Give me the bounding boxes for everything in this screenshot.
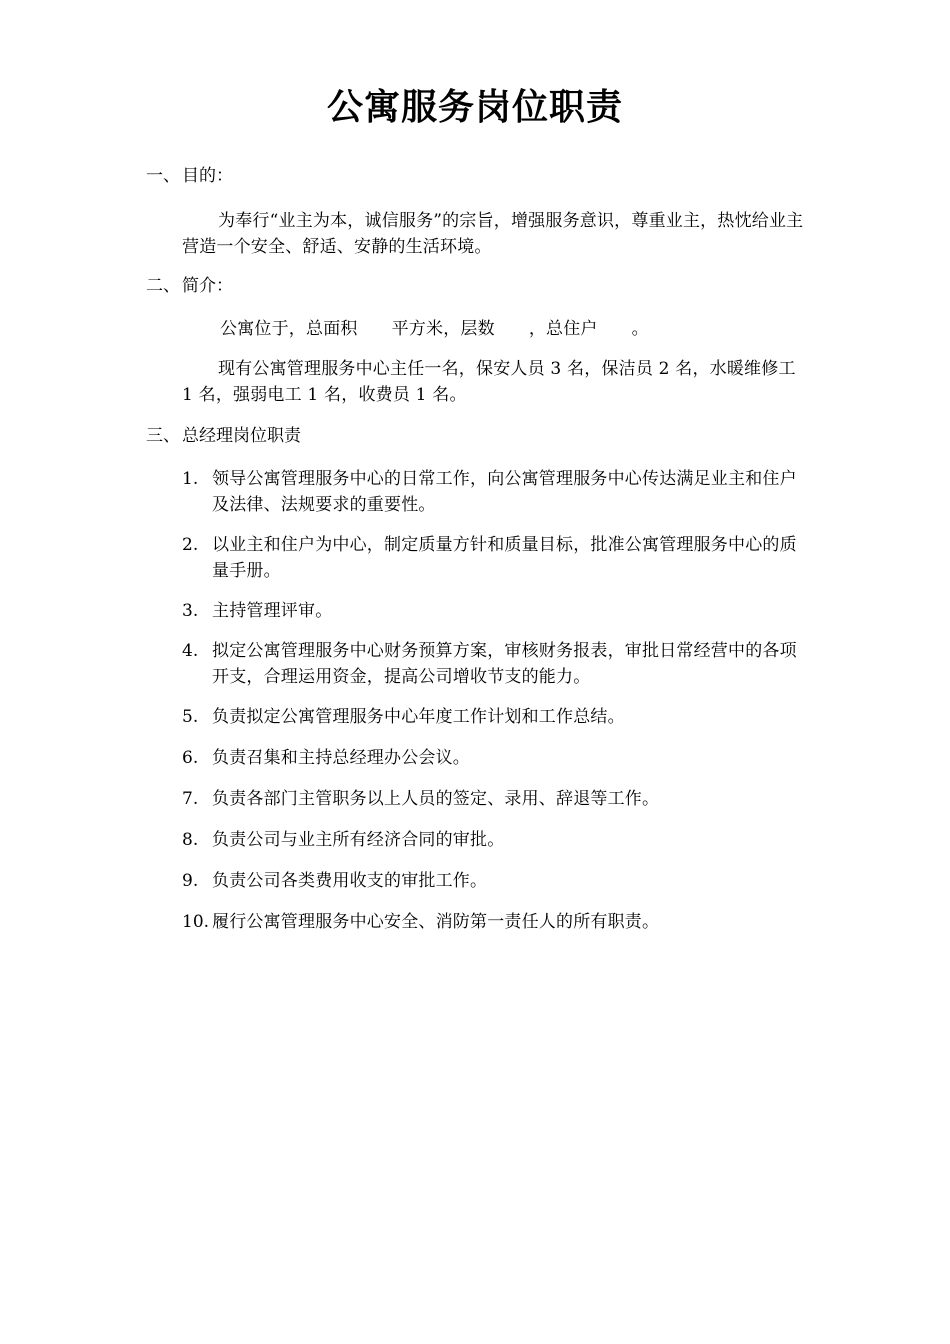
intro-part: 公寓位于，总面积 <box>220 319 358 339</box>
intro-staff-paragraph: 现有公寓管理服务中心主任一名，保安人员 3 名，保洁员 2 名，水暖维修工 1 名，强弱电工 1 名，收费员 1 名。 <box>182 359 796 405</box>
list-item <box>182 638 807 690</box>
list-item-number: 3. <box>182 601 199 621</box>
list-item-text: 负责拟定公寓管理服务中心年度工作计划和工作总结。 <box>212 707 625 727</box>
list-item-text: 负责各部门主管职务以上人员的签定、录用、辞退等工作。 <box>212 789 660 809</box>
list-item-text: 以业主和住户为中心，制定质量方针和质量目标，批准公寓管理服务中心的质量手册。 <box>212 535 797 581</box>
intro-location-paragraph <box>182 316 807 342</box>
list-item-text: 负责公司与业主所有经济合同的审批。 <box>212 830 505 850</box>
list-item-number: 9. <box>182 871 199 891</box>
list-item <box>182 786 807 812</box>
list-item-text: 负责召集和主持总经理办公会议。 <box>212 748 470 768</box>
purpose-paragraph: 为奉行“业主为本，诚信服务”的宗旨，增强服务意识，尊重业主，热忱给业主营造一个安全、舒适、安静的生活环境。 <box>182 211 804 257</box>
intro-part: ，总住户 <box>528 319 598 339</box>
section-heading-gm-duties <box>146 424 301 448</box>
section-number: 三、 <box>146 426 180 446</box>
list-item-text: 领导公寓管理服务中心的日常工作，向公寓管理服务中心传达满足业主和住户及法律、法规要求的重要性。 <box>212 469 797 515</box>
list-item-number: 10. <box>182 912 210 932</box>
document-title: 公寓服务岗位职责 <box>326 87 623 128</box>
section-heading-intro <box>146 274 233 298</box>
list-item-text: 履行公寓管理服务中心安全、消防第一责任人的所有职责。 <box>212 912 660 932</box>
list-item-number: 4. <box>182 641 199 661</box>
list-item-text: 负责公司各类费用收支的审批工作。 <box>212 871 488 891</box>
list-item-text: 主持管理评审。 <box>212 601 333 621</box>
intro-part: 。 <box>631 319 649 339</box>
list-item <box>182 745 807 771</box>
intro-part: 平方米，层数 <box>391 319 495 339</box>
list-item <box>182 868 807 894</box>
section-number: 二、 <box>146 276 180 296</box>
section-heading-text: 简介： <box>182 276 233 296</box>
list-item <box>182 909 807 935</box>
section-number: 一、 <box>146 166 180 186</box>
section-heading-text: 目的： <box>182 166 233 186</box>
list-item-number: 1. <box>182 469 199 489</box>
list-item-number: 2. <box>182 535 199 555</box>
list-item-number: 8. <box>182 830 199 850</box>
list-item <box>182 532 807 584</box>
list-item <box>182 827 807 853</box>
list-item-text: 拟定公寓管理服务中心财务预算方案，审核财务报表，审批日常经营中的各项开支，合理运用资金，提高公司增收节支的能力。 <box>212 641 797 687</box>
list-item-number: 7. <box>182 789 199 809</box>
list-item <box>182 466 807 518</box>
section-heading-text: 总经理岗位职责 <box>182 426 301 446</box>
list-item-number: 6. <box>182 748 199 768</box>
list-item-number: 5. <box>182 707 199 727</box>
list-item <box>182 598 807 624</box>
list-item <box>182 704 807 730</box>
section-heading-purpose <box>146 164 233 188</box>
